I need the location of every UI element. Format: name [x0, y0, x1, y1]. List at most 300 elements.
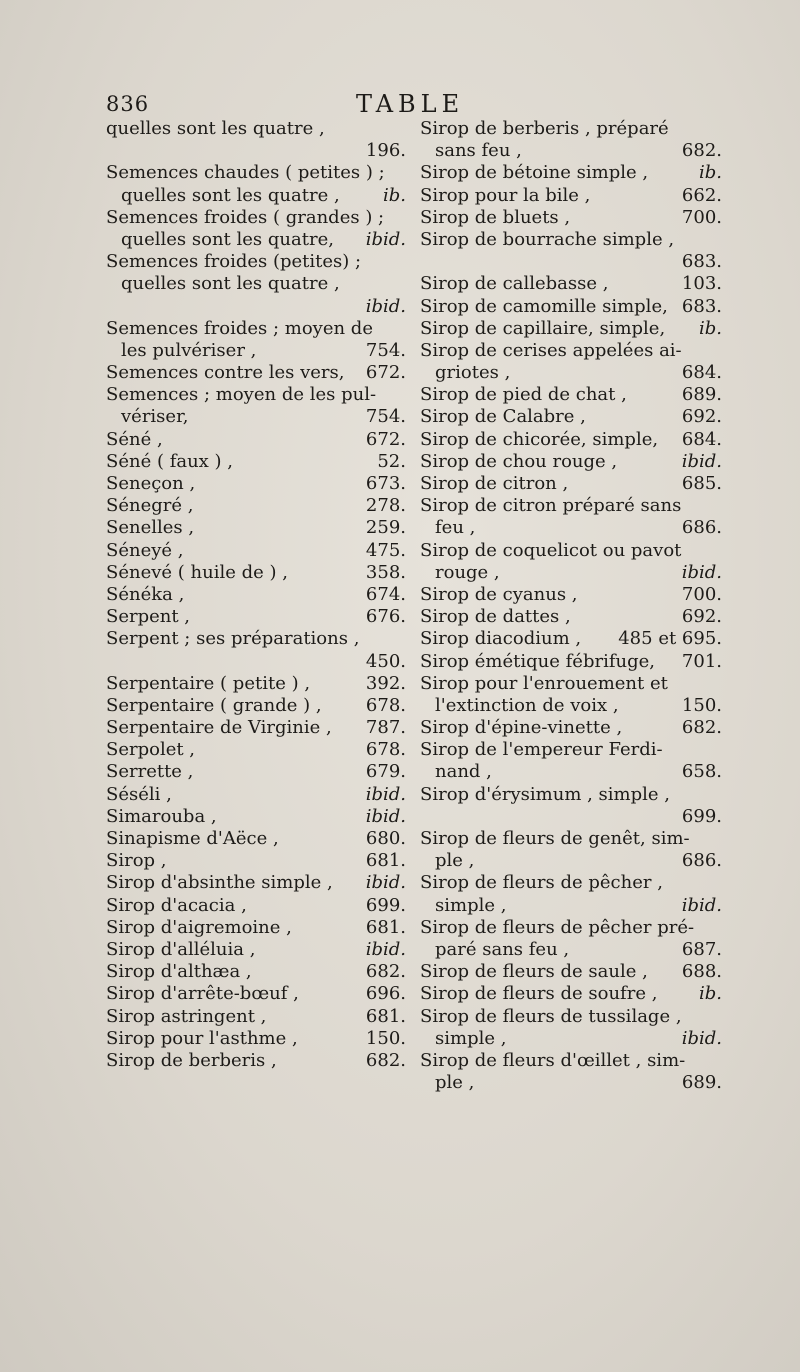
- index-entry-line: [420, 517, 722, 539]
- entry-page-ref: ibid.: [365, 783, 406, 805]
- index-entry-line: [106, 451, 406, 473]
- index-entry: [420, 318, 722, 340]
- index-entry: [106, 784, 406, 806]
- entry-page-ref: 672.: [365, 362, 406, 384]
- entry-page-ref: 682.: [681, 717, 722, 739]
- entry-text: Sirop de chou rouge ,: [420, 450, 618, 472]
- index-entry-line: [106, 1006, 406, 1028]
- entry-text: Sirop de coquelicot ou pavot: [420, 539, 682, 561]
- index-entry: [420, 495, 722, 539]
- index-entry-line: [420, 162, 722, 184]
- entry-page-ref: 658.: [681, 761, 722, 783]
- index-entry: [420, 872, 722, 916]
- entry-text: Sirop de fleurs de genêt, sim-: [420, 828, 690, 849]
- entry-page-ref: 688.: [681, 961, 722, 983]
- index-entry-line: [106, 340, 406, 362]
- index-entry-line: [420, 872, 722, 894]
- index-entry: [106, 584, 406, 606]
- entry-text: Sirop de bétoine simple ,: [420, 162, 649, 184]
- entry-text: Sirop de fleurs de soufre ,: [420, 983, 658, 1005]
- index-entry: [420, 1050, 722, 1094]
- index-entry: [106, 917, 406, 939]
- index-entry: [106, 1028, 406, 1050]
- entry-page-ref: 676.: [365, 606, 406, 628]
- entry-text: Semences ; moyen de les pul-: [106, 384, 377, 406]
- entry-page-ref: 700.: [681, 583, 722, 605]
- entry-page-ref: 673.: [365, 473, 406, 494]
- index-entry-line: [420, 1050, 722, 1072]
- entry-text: Sirop d'althæa ,: [106, 961, 252, 983]
- entry-text: Sirop pour la bile ,: [420, 184, 591, 206]
- index-entry: [106, 628, 406, 672]
- index-entry-line: [106, 939, 406, 961]
- index-entry: [420, 917, 722, 961]
- index-entry-line: [106, 895, 406, 917]
- entry-text: Sirop de Calabre ,: [420, 406, 586, 428]
- index-column-right: [420, 118, 722, 1094]
- entry-text: Sirop de bluets ,: [420, 206, 571, 228]
- entry-text: quelles sont les quatre,: [121, 228, 334, 250]
- entry-page-ref: 787.: [365, 717, 406, 739]
- index-entry: [420, 296, 722, 318]
- index-entry: [106, 362, 406, 384]
- entry-page-ref: 103.: [681, 273, 722, 295]
- index-column-left: [106, 118, 406, 1072]
- index-entry-line: [420, 207, 722, 229]
- entry-text: Sinapisme d'Aëce ,: [106, 828, 279, 849]
- index-entry-line: [106, 628, 406, 650]
- index-entry-line: [106, 118, 406, 140]
- entry-text: ple ,: [435, 850, 475, 872]
- index-entry-line: [420, 673, 722, 695]
- entry-text: ple ,: [435, 1072, 475, 1094]
- entry-page-ref: 689.: [681, 1072, 722, 1094]
- entry-text: Sirop d'alléluia ,: [106, 938, 256, 960]
- index-entry-line: [106, 229, 406, 251]
- index-entry: [106, 517, 406, 539]
- entry-page-ref: 689.: [681, 384, 722, 406]
- entry-page-ref: 485 et 695.: [618, 628, 722, 650]
- index-entry-line: [420, 562, 722, 584]
- index-entry-line: [106, 584, 406, 606]
- index-entry-line: [420, 1006, 722, 1028]
- entry-page-ref: 662.: [681, 184, 722, 206]
- index-entry: [106, 495, 406, 517]
- index-entry: [106, 806, 406, 828]
- index-entry: [106, 1050, 406, 1072]
- entry-page-ref: ibid.: [681, 894, 722, 916]
- entry-text: Sirop diacodium ,: [420, 628, 582, 650]
- index-entry: [420, 118, 722, 162]
- index-entry: [420, 606, 722, 628]
- entry-page-ref: ibid.: [365, 938, 406, 960]
- entry-page-ref: 679.: [365, 761, 406, 783]
- entry-page-ref: 259.: [365, 517, 406, 539]
- index-entry: [106, 473, 406, 495]
- index-entry: [420, 451, 722, 473]
- index-entry: [420, 1006, 722, 1050]
- entry-page-ref: 685.: [681, 473, 722, 494]
- entry-text: Sirop astringent ,: [106, 1005, 267, 1027]
- index-entry: [420, 185, 722, 207]
- entry-page-ref: 686.: [681, 850, 722, 872]
- index-entry: [106, 429, 406, 451]
- index-entry-line: [106, 384, 406, 406]
- section-title: TABLE: [356, 90, 465, 118]
- entry-text: vériser,: [121, 406, 189, 428]
- index-entry-line: [106, 140, 406, 162]
- index-entry-line: [106, 162, 406, 184]
- index-entry: [420, 628, 722, 650]
- entry-text: Serpentaire ( petite ) ,: [106, 672, 311, 694]
- entry-page-ref: 701.: [681, 650, 722, 672]
- entry-page-ref: 699.: [365, 894, 406, 916]
- index-entry-line: [106, 695, 406, 717]
- index-entry: [106, 318, 406, 362]
- entry-page-ref: 700.: [681, 206, 722, 228]
- entry-page-ref: 684.: [681, 362, 722, 384]
- entry-page-ref: 672.: [365, 428, 406, 450]
- index-entry-line: [106, 717, 406, 739]
- index-entry-line: [420, 828, 722, 850]
- index-entry-line: [420, 695, 722, 717]
- index-entry-line: [420, 761, 722, 783]
- index-entry-line: [106, 872, 406, 894]
- entry-page-ref: 674.: [365, 583, 406, 605]
- entry-page-ref: ib.: [698, 162, 722, 184]
- entry-text: simple ,: [435, 894, 507, 916]
- index-entry-line: [106, 806, 406, 828]
- entry-page-ref: ib.: [382, 184, 406, 206]
- entry-text: sans feu ,: [435, 140, 522, 162]
- index-entry-line: [420, 983, 722, 1005]
- entry-text: Sirop d'absinthe simple ,: [106, 872, 333, 894]
- index-entry: [106, 983, 406, 1005]
- entry-page-ref: 150.: [365, 1027, 406, 1049]
- index-entry: [106, 606, 406, 628]
- index-entry-line: [106, 606, 406, 628]
- index-entry-line: [420, 140, 722, 162]
- index-entry: [420, 340, 722, 384]
- entry-page-ref: ib.: [698, 317, 722, 339]
- index-entry: [106, 895, 406, 917]
- entry-text: Séséli ,: [106, 783, 172, 805]
- entry-text: Sirop d'aigremoine ,: [106, 916, 292, 938]
- entry-text: Semences froides ( grandes ) ;: [106, 206, 385, 228]
- entry-text: Senelles ,: [106, 517, 195, 539]
- entry-page-ref: 358.: [365, 561, 406, 583]
- entry-text: Sirop pour l'asthme ,: [106, 1027, 298, 1049]
- index-entry-line: [106, 318, 406, 340]
- index-entry-line: [106, 850, 406, 872]
- entry-page-ref: 680.: [365, 828, 406, 849]
- entry-text: quelles sont les quatre ,: [121, 184, 340, 206]
- entry-text: Sirop d'arrête-bœuf ,: [106, 983, 299, 1005]
- entry-text: Séné ,: [106, 428, 163, 450]
- entry-text: feu ,: [435, 517, 476, 539]
- index-entry: [420, 229, 722, 273]
- index-entry-line: [420, 406, 722, 428]
- index-entry-line: [106, 828, 406, 850]
- entry-text: Sirop de dattes ,: [420, 606, 571, 628]
- entry-page-ref: 450.: [365, 650, 406, 672]
- entry-text: Sirop de fleurs d'œillet , sim-: [420, 1049, 686, 1071]
- index-entry: [420, 162, 722, 184]
- index-entry-line: [420, 850, 722, 872]
- index-entry: [420, 540, 722, 584]
- entry-text: Sirop de citron ,: [420, 473, 569, 494]
- index-entry: [420, 828, 722, 872]
- index-entry-line: [420, 939, 722, 961]
- entry-text: Sénéka ,: [106, 583, 185, 605]
- index-entry-line: [420, 961, 722, 983]
- index-entry: [106, 540, 406, 562]
- entry-page-ref: 678.: [365, 694, 406, 716]
- entry-text: Semences chaudes ( petites ) ;: [106, 162, 385, 184]
- index-entry-line: [420, 384, 722, 406]
- index-entry: [420, 739, 722, 783]
- entry-text: Sirop d'acacia ,: [106, 894, 247, 916]
- index-entry: [106, 251, 406, 318]
- entry-page-ref: 475.: [365, 539, 406, 561]
- entry-text: Sirop de fleurs de pêcher ,: [420, 872, 663, 894]
- entry-text: quelles sont les quatre ,: [121, 273, 340, 295]
- entry-text: Sirop de chicorée, simple,: [420, 428, 659, 450]
- entry-page-ref: ibid.: [365, 872, 406, 894]
- index-entry: [420, 784, 722, 828]
- index-entry-line: [420, 185, 722, 207]
- entry-text: Sirop de fleurs de pêcher pré-: [420, 916, 695, 938]
- entry-page-ref: 681.: [365, 1005, 406, 1027]
- entry-text: quelles sont les quatre ,: [106, 118, 325, 139]
- index-entry-line: [106, 1028, 406, 1050]
- index-entry-line: [420, 451, 722, 473]
- entry-page-ref: ibid.: [365, 295, 406, 317]
- entry-text: Serpolet ,: [106, 739, 196, 761]
- entry-text: Serpentaire ( grande ) ,: [106, 694, 322, 716]
- index-entry-line: [106, 362, 406, 384]
- index-entry: [420, 717, 722, 739]
- entry-text: Sirop de bourrache simple ,: [420, 228, 675, 250]
- entry-page-ref: 686.: [681, 517, 722, 539]
- index-entry: [420, 473, 722, 495]
- index-entry-line: [106, 473, 406, 495]
- index-entry: [106, 961, 406, 983]
- index-entry: [420, 273, 722, 295]
- index-entry-line: [420, 806, 722, 828]
- index-entry-line: [106, 185, 406, 207]
- index-entry: [106, 939, 406, 961]
- entry-text: Sirop d'érysimum , simple ,: [420, 783, 670, 805]
- index-entry-line: [420, 1072, 722, 1094]
- entry-page-ref: 150.: [681, 694, 722, 716]
- index-entry-line: [106, 784, 406, 806]
- entry-text: Sirop de callebasse ,: [420, 273, 609, 295]
- entry-page-ref: ibid.: [681, 1027, 722, 1049]
- entry-text: Serpentaire de Virginie ,: [106, 717, 332, 739]
- entry-page-ref: 683.: [681, 295, 722, 317]
- index-entry-line: [106, 406, 406, 428]
- entry-page-ref: 392.: [365, 672, 406, 694]
- entry-text: Serrette ,: [106, 761, 194, 783]
- entry-page-ref: ib.: [698, 983, 722, 1005]
- index-entry: [106, 384, 406, 428]
- index-entry-line: [106, 739, 406, 761]
- index-entry-line: [420, 118, 722, 140]
- index-entry-line: [106, 761, 406, 783]
- index-entry: [420, 429, 722, 451]
- entry-text: Semences froides ; moyen de: [106, 317, 373, 339]
- entry-text: Sirop de pied de chat ,: [420, 384, 627, 406]
- index-entry-line: [420, 606, 722, 628]
- index-entry: [420, 406, 722, 428]
- index-entry: [106, 562, 406, 584]
- index-entry-line: [420, 739, 722, 761]
- index-entry-line: [420, 296, 722, 318]
- entry-text: simple ,: [435, 1027, 507, 1049]
- entry-text: Sirop pour l'enrouement et: [420, 672, 668, 694]
- entry-text: Simarouba ,: [106, 805, 217, 827]
- index-entry-line: [420, 584, 722, 606]
- entry-page-ref: 684.: [681, 428, 722, 450]
- entry-page-ref: 681.: [365, 916, 406, 938]
- entry-page-ref: 682.: [681, 140, 722, 162]
- index-entry-line: [420, 273, 722, 295]
- entry-text: Séné ( faux ) ,: [106, 450, 234, 472]
- index-entry: [106, 695, 406, 717]
- entry-page-ref: ibid.: [365, 228, 406, 250]
- entry-text: nand ,: [435, 761, 492, 783]
- entry-page-ref: 692.: [681, 606, 722, 628]
- entry-page-ref: 754.: [365, 339, 406, 361]
- index-entry-line: [420, 651, 722, 673]
- entry-text: Sirop de fleurs de tussilage ,: [420, 1005, 682, 1027]
- index-entry-line: [420, 473, 722, 495]
- index-entry-line: [106, 562, 406, 584]
- index-entry: [106, 1006, 406, 1028]
- index-entry-line: [106, 961, 406, 983]
- entry-page-ref: 687.: [681, 938, 722, 960]
- index-entry-line: [106, 540, 406, 562]
- entry-text: Sirop de cyanus ,: [420, 583, 578, 605]
- entry-page-ref: 678.: [365, 739, 406, 761]
- index-entry: [106, 717, 406, 739]
- index-entry: [106, 761, 406, 783]
- index-entry: [106, 850, 406, 872]
- index-entry-line: [106, 296, 406, 318]
- index-entry-line: [106, 251, 406, 273]
- entry-text: Sirop de l'empereur Ferdi-: [420, 739, 663, 761]
- entry-page-ref: 754.: [365, 406, 406, 428]
- index-entry: [106, 739, 406, 761]
- entry-page-ref: 696.: [365, 983, 406, 1005]
- index-entry-line: [420, 495, 722, 517]
- entry-text: Sirop ,: [106, 850, 167, 872]
- entry-text: griotes ,: [435, 362, 511, 384]
- entry-page-ref: ibid.: [681, 450, 722, 472]
- index-entry-line: [420, 784, 722, 806]
- index-entry: [106, 162, 406, 206]
- index-entry-line: [420, 429, 722, 451]
- index-entry: [106, 872, 406, 894]
- entry-text: Seneçon ,: [106, 473, 196, 494]
- entry-text: paré sans feu ,: [435, 938, 570, 960]
- entry-text: Sirop de berberis ,: [106, 1049, 277, 1071]
- entry-text: Sirop de camomille simple,: [420, 295, 668, 317]
- entry-page-ref: 682.: [365, 1049, 406, 1071]
- index-entry: [420, 584, 722, 606]
- index-entry-line: [420, 251, 722, 273]
- index-entry: [420, 673, 722, 717]
- entry-page-ref: 196.: [365, 140, 406, 162]
- entry-page-ref: 699.: [681, 805, 722, 827]
- entry-text: Serpent ,: [106, 606, 191, 628]
- entry-text: Sirop de citron préparé sans: [420, 495, 682, 517]
- entry-text: Sénevé ( huile de ) ,: [106, 561, 288, 583]
- entry-page-ref: 681.: [365, 850, 406, 872]
- index-entry: [420, 207, 722, 229]
- index-entry-line: [420, 362, 722, 384]
- index-entry-line: [106, 651, 406, 673]
- entry-page-ref: 52.: [377, 450, 406, 472]
- index-entry-line: [106, 673, 406, 695]
- index-entry: [106, 118, 406, 162]
- entry-text: les pulvériser ,: [121, 339, 257, 361]
- entry-text: Semences froides (petites) ;: [106, 251, 362, 273]
- index-entry: [420, 961, 722, 983]
- entry-text: Sirop émétique fébrifuge,: [420, 650, 655, 672]
- index-entry: [106, 673, 406, 695]
- index-entry-line: [420, 917, 722, 939]
- index-entry-line: [106, 429, 406, 451]
- entry-text: Sirop de fleurs de saule ,: [420, 961, 648, 983]
- index-entry-line: [106, 917, 406, 939]
- entry-text: Sénegré ,: [106, 495, 194, 517]
- page-number: 836: [106, 92, 150, 116]
- entry-text: Séneyé ,: [106, 539, 184, 561]
- entry-page-ref: 683.: [681, 251, 722, 273]
- index-entry: [106, 207, 406, 251]
- entry-text: Sirop de cerises appelées ai-: [420, 339, 682, 361]
- entry-page-ref: 682.: [365, 961, 406, 983]
- index-entry-line: [106, 273, 406, 295]
- index-entry-line: [420, 540, 722, 562]
- index-entry-line: [420, 717, 722, 739]
- entry-text: rouge ,: [435, 561, 500, 583]
- index-entry-line: [106, 495, 406, 517]
- index-entry-line: [106, 983, 406, 1005]
- index-entry-line: [420, 895, 722, 917]
- entry-text: Serpent ; ses préparations ,: [106, 628, 360, 650]
- index-entry-line: [420, 340, 722, 362]
- entry-page-ref: ibid.: [681, 561, 722, 583]
- index-entry-line: [106, 1050, 406, 1072]
- index-entry-line: [420, 318, 722, 340]
- index-entry: [420, 983, 722, 1005]
- entry-page-ref: 278.: [365, 495, 406, 517]
- index-entry: [106, 451, 406, 473]
- index-entry: [420, 651, 722, 673]
- entry-text: Sirop d'épine-vinette ,: [420, 717, 623, 739]
- entry-page-ref: 692.: [681, 406, 722, 428]
- index-entry: [420, 384, 722, 406]
- entry-text: Sirop de capillaire, simple,: [420, 317, 666, 339]
- index-entry: [106, 828, 406, 850]
- entry-page-ref: ibid.: [365, 805, 406, 827]
- index-entry-line: [420, 628, 722, 650]
- entry-text: Semences contre les vers,: [106, 362, 345, 384]
- index-entry-line: [106, 517, 406, 539]
